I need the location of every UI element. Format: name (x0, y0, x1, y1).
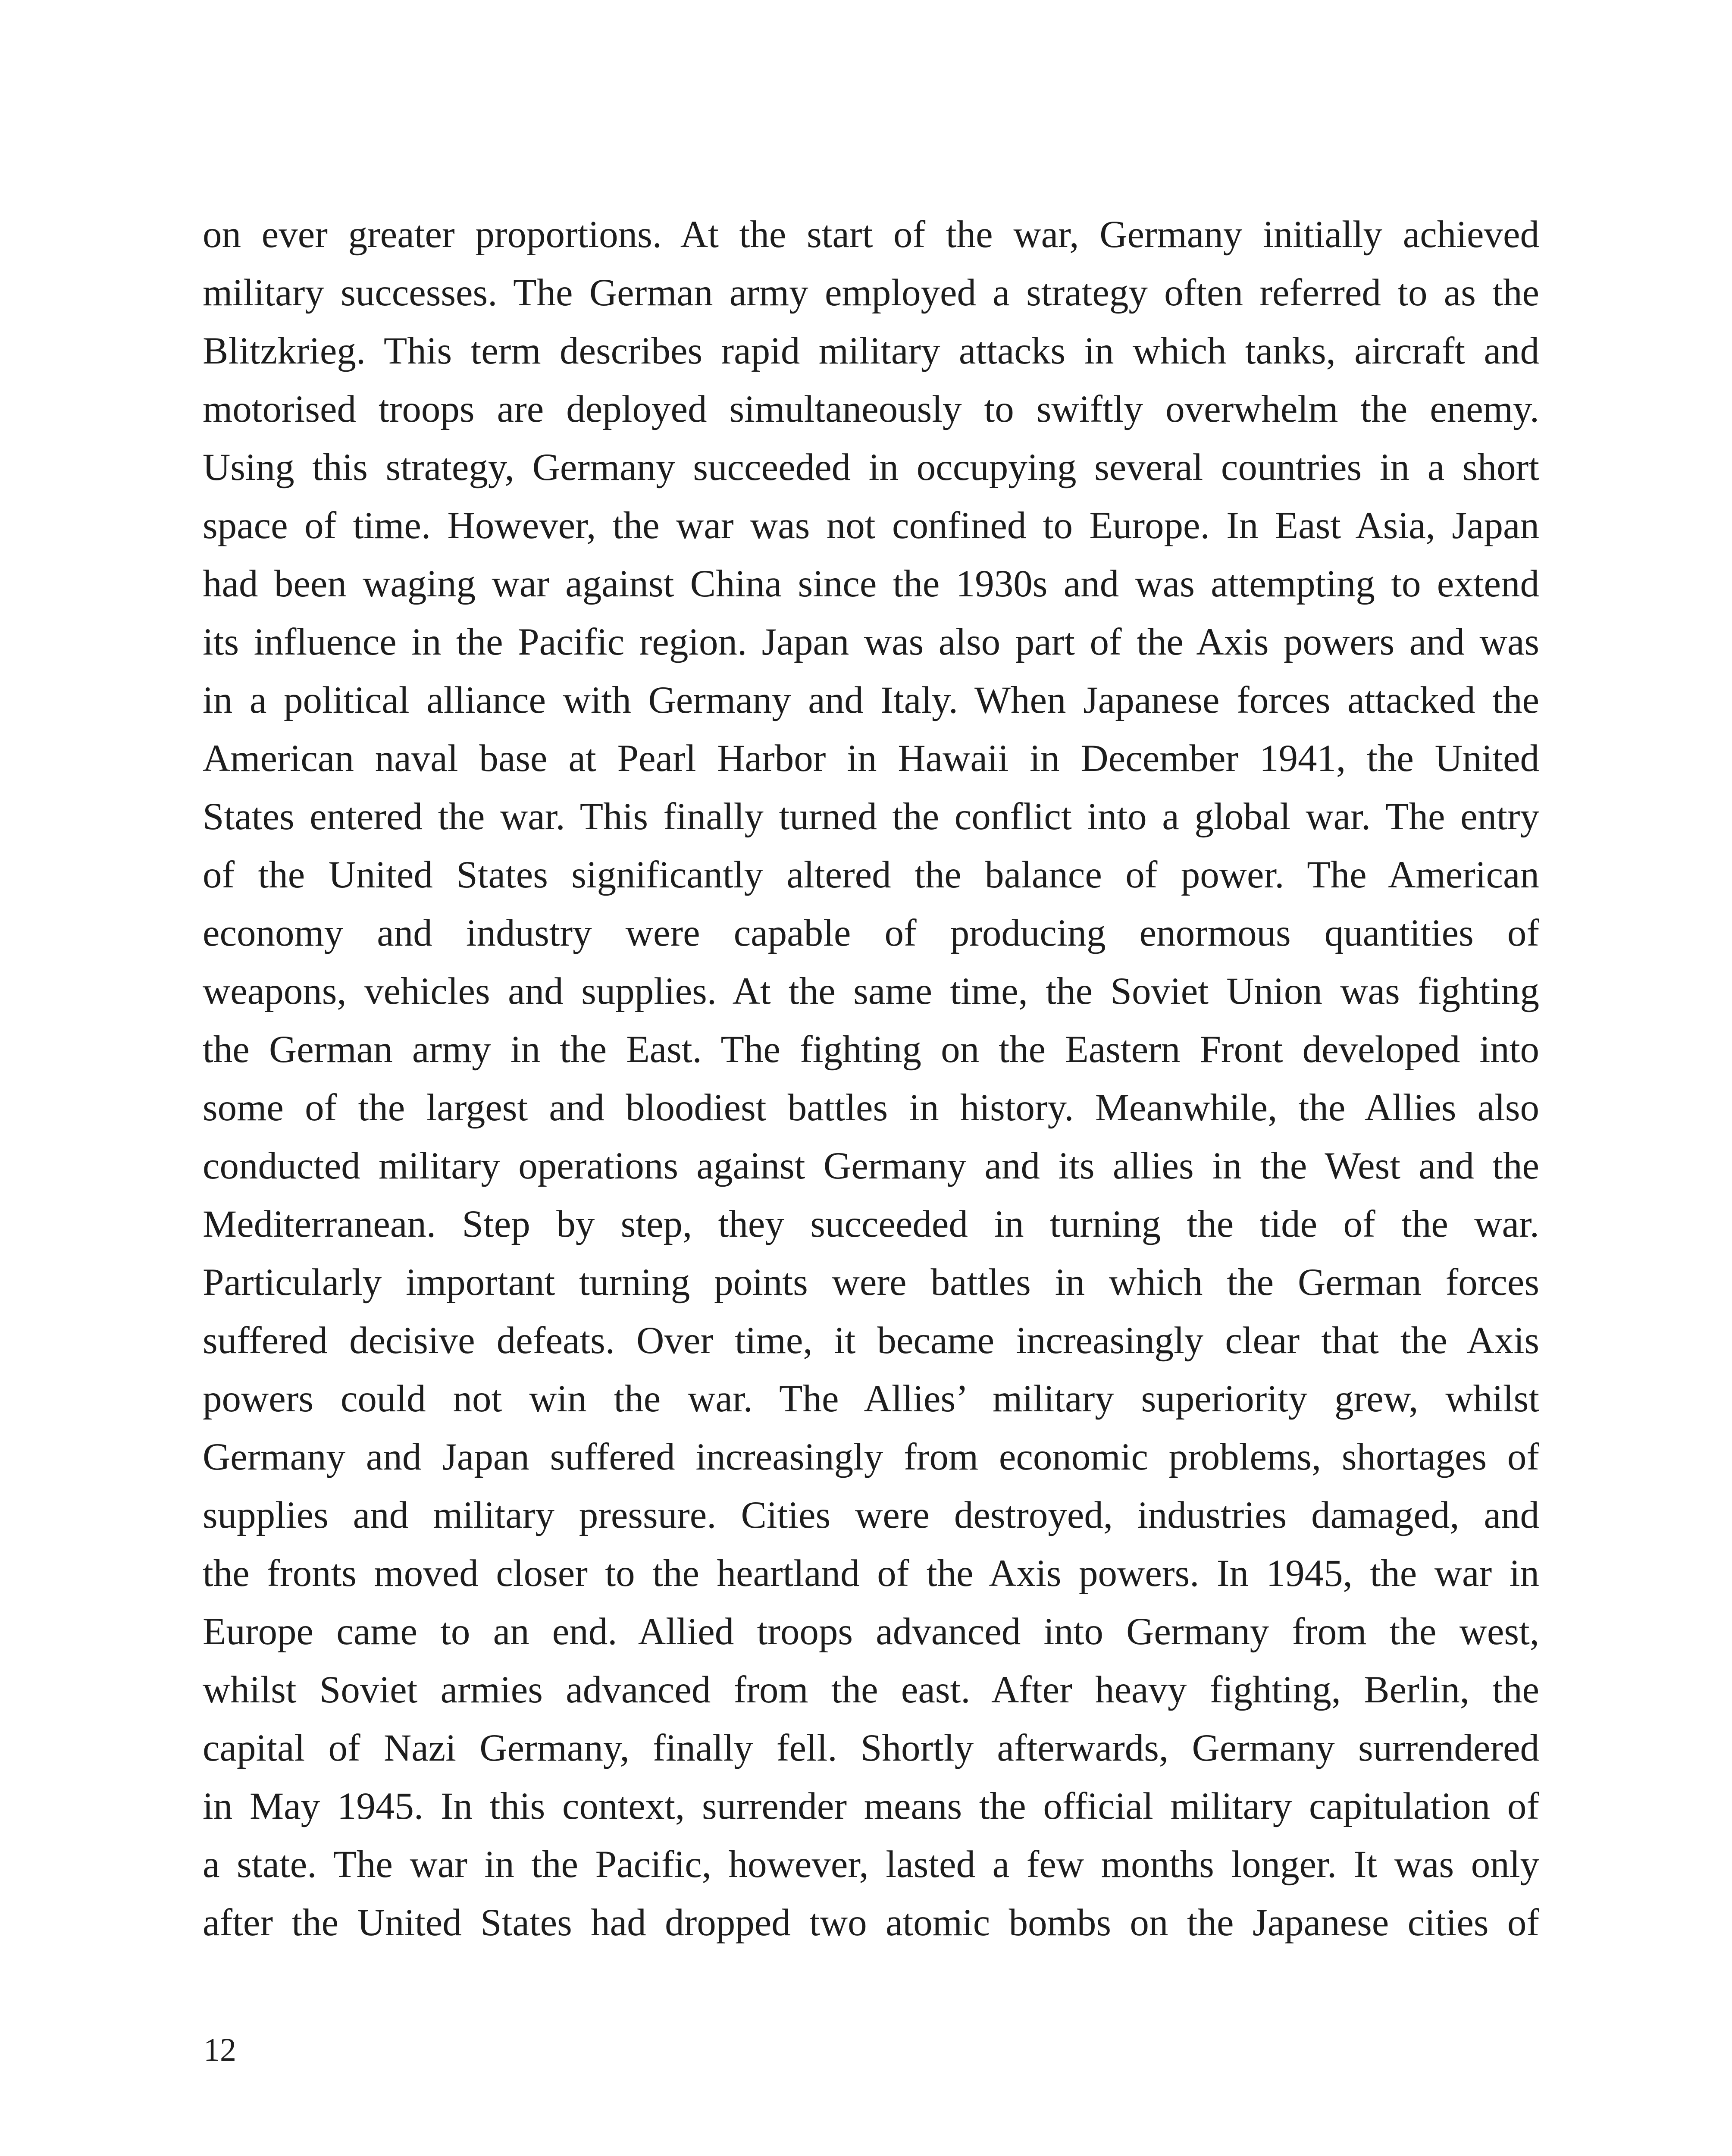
text-line: Blitzkrieg. This term describes rapid military attacks in which tanks, aircraft and (203, 330, 1539, 372)
text-line: some of the largest and bloodiest battles in history. Meanwhile, the Allies also (203, 1087, 1539, 1129)
text-line: after the United States had dropped two atomic bombs on the Japanese cities of (203, 1902, 1539, 1944)
text-line: capital of Nazi Germany, finally fell. Shortly afterwards, Germany surrendered (203, 1727, 1539, 1769)
text-line: Using this strategy, Germany succeeded in occupying several countries in a short (203, 446, 1539, 489)
text-line: had been waging war against China since the 1930s and was attempting to extend (203, 563, 1539, 605)
text-line: on ever greater proportions. At the start of the war, Germany initially achieved (203, 213, 1539, 256)
text-line: in a political alliance with Germany and Italy. When Japanese forces attacked the (203, 679, 1539, 721)
body-text (203, 206, 1539, 1952)
text-line: American naval base at Pearl Harbor in Hawaii in December 1941, the United (203, 737, 1539, 780)
text-line: Europe came to an end. Allied troops advanced into Germany from the west, (203, 1611, 1539, 1653)
text-line: the German army in the East. The fighting on the Eastern Front developed into (203, 1028, 1539, 1071)
text-line: economy and industry were capable of producing enormous quantities of (203, 912, 1539, 954)
text-line: the fronts moved closer to the heartland of the Axis powers. In 1945, the war in (203, 1552, 1539, 1595)
text-line: Mediterranean. Step by step, they succeeded in turning the tide of the war. (203, 1203, 1539, 1245)
text-line: supplies and military pressure. Cities were destroyed, industries damaged, and (203, 1494, 1539, 1536)
text-line: suffered decisive defeats. Over time, it became increasingly clear that the Axis (203, 1319, 1539, 1362)
text-line: powers could not win the war. The Allies’ military superiority grew, whilst (203, 1378, 1539, 1420)
text-line: conducted military operations against Germany and its allies in the West and the (203, 1145, 1539, 1187)
text-line: in May 1945. In this context, surrender means the official military capitulation of (203, 1785, 1539, 1827)
text-line: military successes. The German army employed a strategy often referred to as the (203, 272, 1539, 314)
text-line: Germany and Japan suffered increasingly from economic problems, shortages of (203, 1436, 1539, 1478)
text-line: a state. The war in the Pacific, however, lasted a few months longer. It was only (203, 1843, 1539, 1886)
text-line: space of time. However, the war was not confined to Europe. In East Asia, Japan (203, 505, 1539, 547)
text-line: whilst Soviet armies advanced from the east. After heavy fighting, Berlin, the (203, 1669, 1539, 1711)
text-line: weapons, vehicles and supplies. At the same time, the Soviet Union was fighting (203, 970, 1539, 1012)
text-line: Particularly important turning points were battles in which the German forces (203, 1261, 1539, 1304)
text-line: its influence in the Pacific region. Japan was also part of the Axis powers and was (203, 621, 1539, 663)
text-line: of the United States significantly altered the balance of power. The American (203, 854, 1539, 896)
text-line: States entered the war. This finally turned the conflict into a global war. The entry (203, 796, 1539, 838)
text-line: motorised troops are deployed simultaneously to swiftly overwhelm the enemy. (203, 388, 1539, 430)
page-number: 12 (204, 2032, 236, 2068)
